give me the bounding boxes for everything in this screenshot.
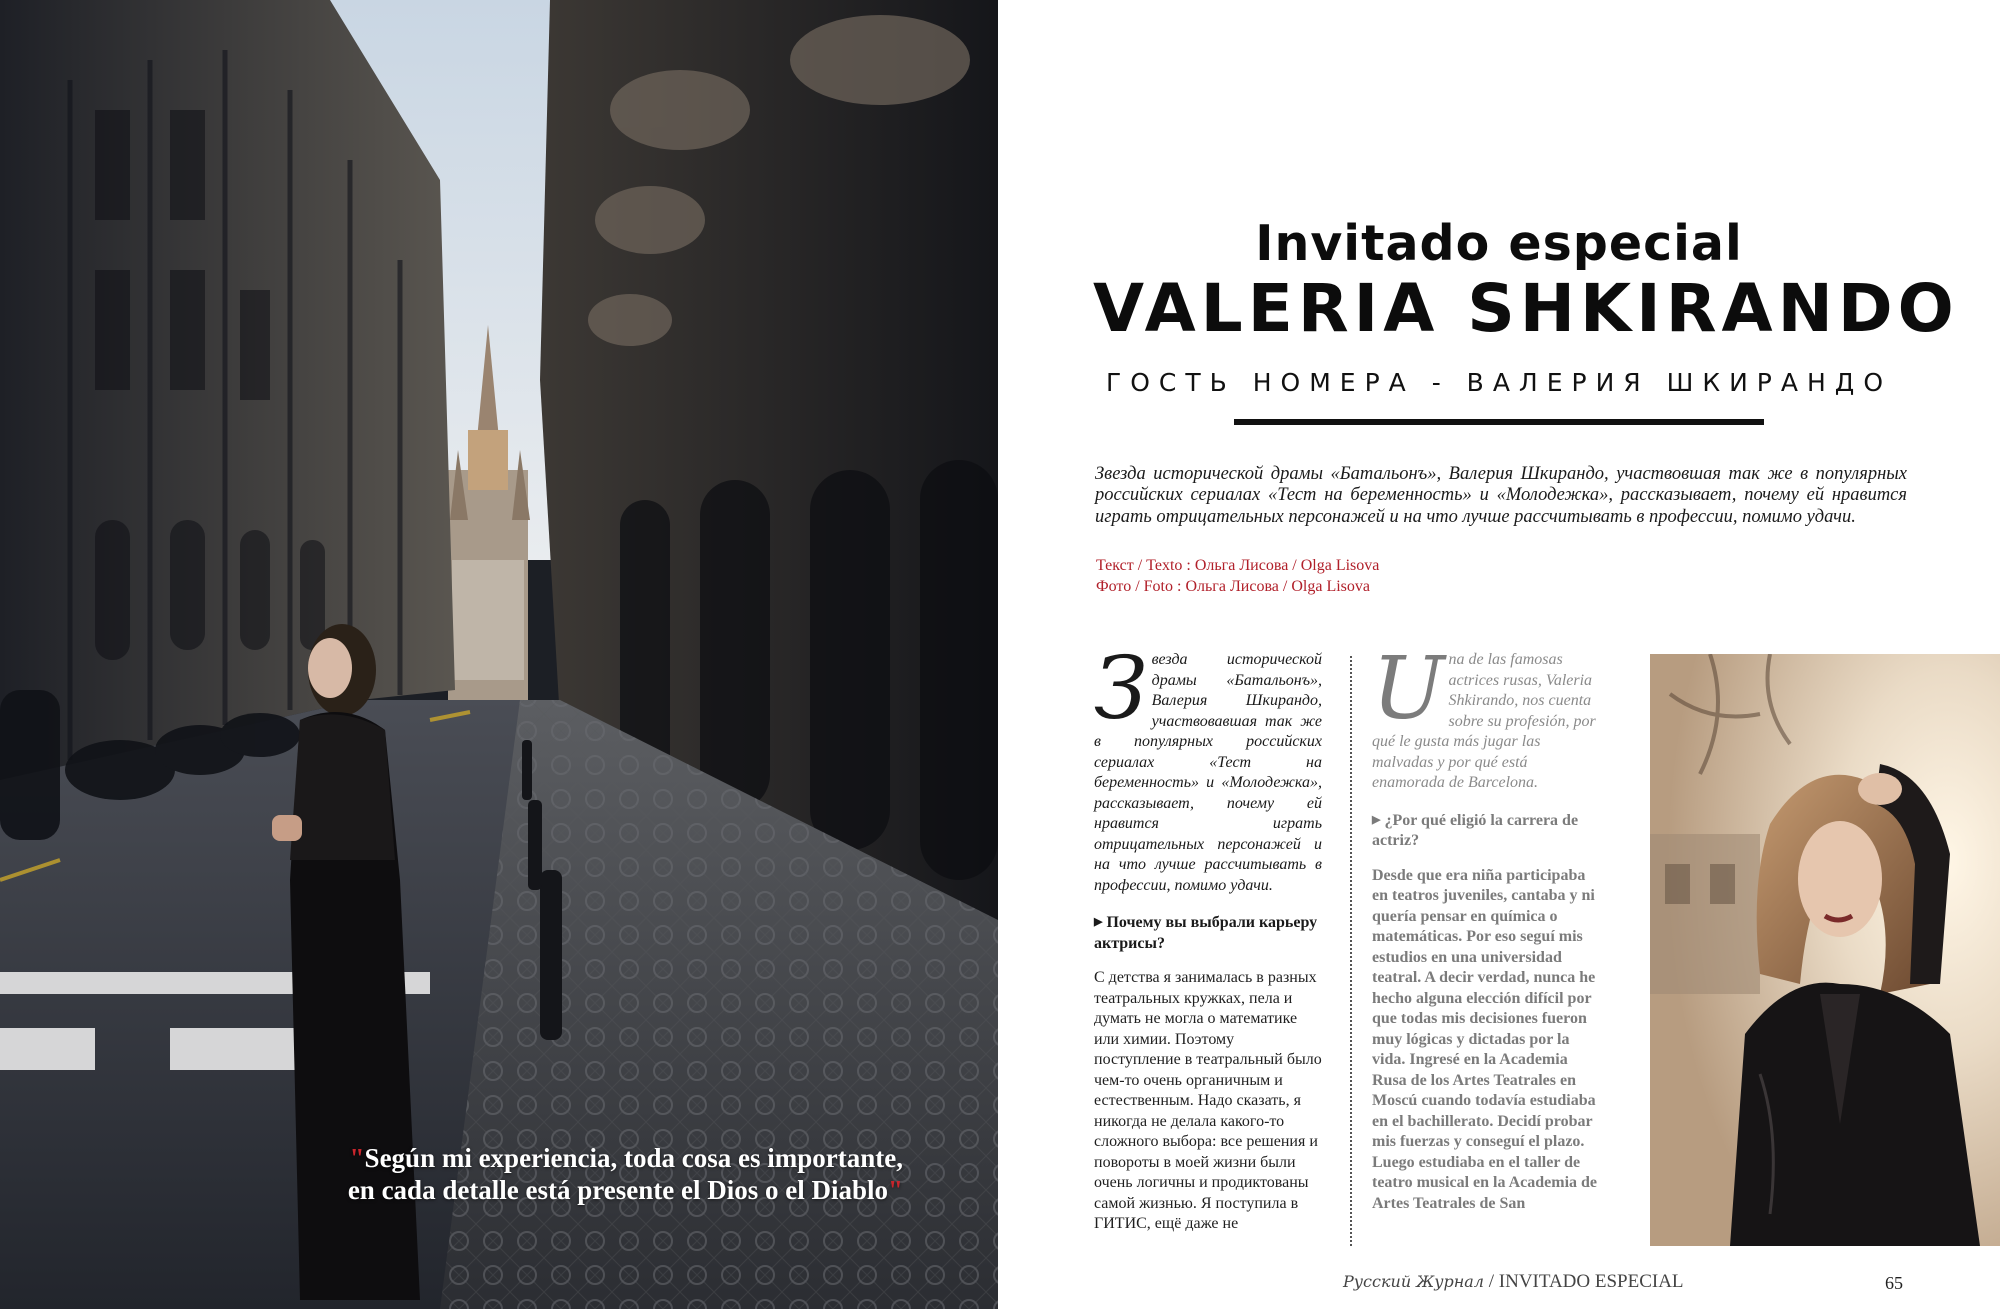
street-photo-page: [0, 0, 998, 1309]
spanish-column: [1372, 639, 1604, 1214]
footer-separator: /: [1488, 1271, 1495, 1292]
quote-close-mark: ": [888, 1175, 903, 1205]
pull-quote-text: Según mi experiencia, toda cosa es importante, en cada detalle está presente el Dios o el Diablo: [347, 1143, 903, 1205]
russian-intro-text: везда исторической драмы «Батальонъ», Валерия Шкирандо, участвовавшая так же в популярных российских сериалах «Тест на беременность» и «Молодежка», рассказывает, почему ей нравится играть отрицательных персонажей и на что лучше рассчитывать в профессии, помимо удачи.: [1094, 651, 1322, 894]
page-number: 65: [1885, 1273, 1903, 1293]
spanish-intro-text: na de las famosas actrices rusas, Valeria Shkirando, nos cuenta sobre su profesión, por qué le gusta más jugar las malvadas y por qué está enamorada de Barcelona.: [1372, 651, 1596, 791]
section-title: Invitado especial: [1255, 215, 1743, 272]
russian-intro: [1094, 639, 1322, 896]
spanish-answer: Desde que era niña participaba en teatros juveniles, cantaba y ni quería pensar en química o matemáticas. Por eso seguí mis estudios en una universidad teatral. A decir verdad, nunca he hecho alguna elección difícil por que todas mis decisiones fueron muy lógicas y dictadas por la vida. Ingresé en la Academia Rusa de los Artes Teatrales en Moscú cuando todavía estudiaba en el bachillerato. Decidí probar mis fuerzas y conseguí el plazo. Luego estudiaba en el taller de teatro musical en la Academia de Artes Teatrales de San: [1372, 866, 1598, 1212]
title-divider-rule: [1234, 419, 1764, 425]
quote-open-mark: ": [349, 1143, 365, 1173]
triangle-right-icon: ▶: [1094, 916, 1103, 928]
russian-column: [1094, 639, 1322, 1235]
text-credit: Текст / Texto : Ольга Лисова / Olga Lisova: [1096, 557, 1380, 574]
article-page: [998, 0, 2000, 1309]
spanish-question-text: ¿Por qué eligió la carrera de actriz?: [1372, 811, 1579, 849]
russian-dropcap: З: [1094, 639, 1148, 739]
street-photograph: [0, 0, 998, 1309]
russian-question: [1094, 912, 1322, 954]
triangle-right-icon: ▶: [1372, 813, 1381, 826]
portrait-image: [1650, 654, 2000, 1246]
spanish-question: [1372, 810, 1604, 852]
magazine-brand: Русский Журнал: [1343, 1272, 1484, 1291]
spanish-intro: [1372, 639, 1604, 794]
photo-credit: Фото / Foto : Ольга Лисова / Olga Lisova: [1096, 578, 1370, 595]
russian-question-text: Почему вы выбрали карьеру актрисы?: [1094, 914, 1318, 952]
credits: [1096, 555, 1696, 597]
footer-section: INVITADO ESPECIAL: [1498, 1271, 1684, 1292]
russian-subtitle: ГОСТЬ НОМЕРА - ВАЛЕРИЯ ШКИРАНДО: [1106, 368, 1892, 397]
portrait-photo: [1650, 654, 2000, 1246]
column-divider: [1350, 656, 1352, 1246]
spanish-dropcap: U: [1372, 639, 1445, 739]
russian-answer: С детства я занималась в разных театральных кружках, пела и думать не могла о математике или химии. Поэтому поступление в театральный было чем-то очень органичным и естественным. Надо сказать, я никогда не делала какого-то сложного выбора: все решения и повороты в моей жизни были очень логичны и продиктованы самой жизнью. Я поступила в ГИТИС, ещё даже не: [1094, 969, 1322, 1232]
pull-quote: [343, 1142, 903, 1206]
footer-magazine-label: [1343, 1271, 1684, 1293]
lead-paragraph: Звезда исторической драмы «Батальонъ», Валерия Шкирандо, участвовшая так же в популярных российских сериалах «Тест на беременность» и «Молодежка», рассказывает, почему ей нравится играть отрицательных персонажей и на что лучше рассчитывать в профессии, помимо удачи.: [1095, 463, 1907, 527]
guest-name-title: VALERIA SHKIRANDO: [1093, 270, 1959, 347]
